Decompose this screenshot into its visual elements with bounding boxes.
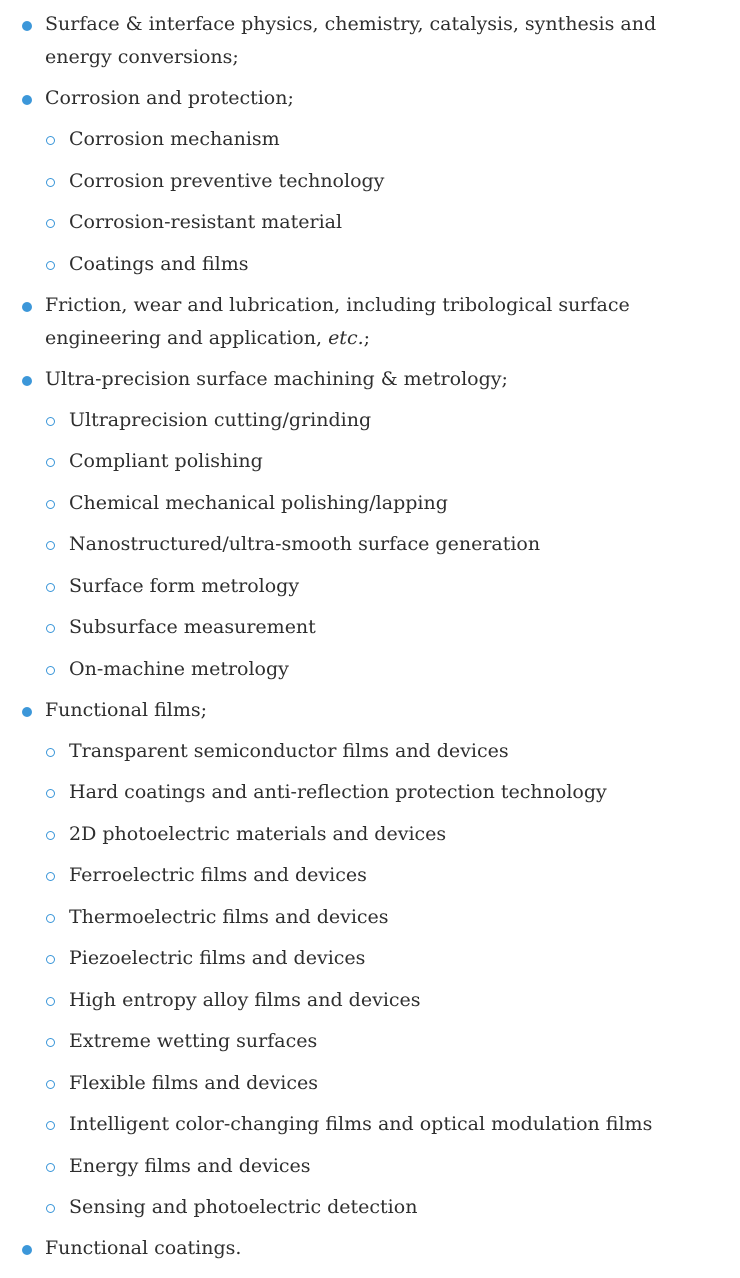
- subtopic-text: Thermoelectric films and devices: [69, 905, 389, 928]
- subtopic-item: [45, 653, 718, 686]
- subtopic-item: [45, 248, 718, 281]
- subtopic-item: [45, 1067, 718, 1100]
- topics-page: [0, 8, 740, 1273]
- bullet-ring-icon: [46, 624, 55, 633]
- bullet-dot-icon: [22, 376, 32, 386]
- bullet-ring-icon: [46, 914, 55, 923]
- subtopic-text: High entropy alloy films and devices: [69, 988, 421, 1011]
- bullet-dot-icon: [22, 95, 32, 105]
- subtopic-text: Subsurface measurement: [69, 616, 316, 638]
- subtopic-item: [45, 776, 718, 809]
- topic-suffix: ;: [363, 326, 371, 349]
- subtopic-item: [45, 206, 718, 239]
- bullet-ring-icon: [46, 261, 55, 270]
- bullet-ring-icon: [46, 1204, 55, 1213]
- subtopic-item: [45, 1191, 718, 1224]
- subtopic-item: [45, 735, 718, 768]
- bullet-dot-icon: [22, 1245, 32, 1255]
- subtopic-text: Flexible films and devices: [69, 1071, 318, 1094]
- bullet-ring-icon: [46, 458, 55, 467]
- bullet-ring-icon: [46, 997, 55, 1006]
- subtopic-item: [45, 404, 718, 437]
- subtopic-item: [45, 570, 718, 603]
- bullet-ring-icon: [46, 831, 55, 840]
- bullet-ring-icon: [46, 748, 55, 757]
- subtopic-item: [45, 123, 718, 156]
- bullet-ring-icon: [46, 1038, 55, 1047]
- topic-text: Functional films;: [45, 698, 208, 721]
- subtopic-text: Ultraprecision cutting/grinding: [69, 408, 372, 431]
- subtopic-item: [45, 487, 718, 520]
- subtopic-text: Corrosion mechanism: [69, 128, 280, 150]
- subtopic-text: Piezoelectric films and devices: [69, 947, 366, 969]
- bullet-ring-icon: [46, 583, 55, 592]
- topics-list: [0, 8, 740, 1265]
- subtopic-text: Coatings and films: [69, 252, 249, 275]
- subtopic-item: [45, 528, 718, 561]
- topic-text: Surface & interface physics, chemistry, catalysis, synthesis and energy conversions;: [45, 13, 657, 68]
- topic-text: Functional coatings.: [45, 1237, 242, 1259]
- topic-item: [0, 82, 740, 281]
- subtopic-item: [45, 1108, 718, 1141]
- subtopic-text: 2D photoelectric materials and devices: [69, 822, 447, 845]
- subtopic-item: [45, 1150, 718, 1183]
- bullet-dot-icon: [22, 707, 32, 717]
- topic-item: [0, 1232, 740, 1265]
- subtopic-item: [45, 818, 718, 851]
- subtopic-text: Hard coatings and anti-reflection protection technology: [69, 781, 607, 803]
- topic-item: [0, 289, 740, 355]
- subtopic-item: [45, 859, 718, 892]
- bullet-ring-icon: [46, 1121, 55, 1130]
- topic-item: [0, 8, 740, 74]
- subtopic-text: Surface form metrology: [69, 574, 300, 597]
- subtopics-list: [45, 735, 718, 1225]
- bullet-ring-icon: [46, 417, 55, 426]
- subtopic-text: Corrosion preventive technology: [69, 169, 385, 192]
- subtopic-text: Nanostructured/ultra-smooth surface generation: [69, 533, 541, 555]
- topic-text: Ultra-precision surface machining & metrology;: [45, 367, 508, 390]
- subtopic-text: Intelligent color-changing films and optical modulation films: [69, 1113, 653, 1135]
- subtopic-text: Sensing and photoelectric detection: [69, 1196, 418, 1218]
- topic-text: Friction, wear and lubrication, including tribological surface engineering and application,: [45, 293, 630, 349]
- subtopic-item: [45, 165, 718, 198]
- bullet-ring-icon: [46, 541, 55, 550]
- bullet-ring-icon: [46, 1163, 55, 1172]
- bullet-dot-icon: [22, 21, 32, 31]
- subtopic-item: [45, 445, 718, 478]
- subtopic-text: Energy films and devices: [69, 1154, 311, 1177]
- bullet-ring-icon: [46, 500, 55, 509]
- subtopic-item: [45, 901, 718, 934]
- subtopic-text: On-machine metrology: [69, 657, 289, 680]
- subtopic-text: Chemical mechanical polishing/lapping: [69, 491, 448, 514]
- subtopic-item: [45, 611, 718, 644]
- subtopic-text: Corrosion-resistant material: [69, 211, 343, 233]
- bullet-ring-icon: [46, 1080, 55, 1089]
- subtopic-text: Transparent semiconductor films and devices: [69, 739, 509, 762]
- topic-text: Corrosion and protection;: [45, 87, 294, 109]
- subtopic-item: [45, 1025, 718, 1058]
- subtopic-text: Extreme wetting surfaces: [69, 1030, 318, 1052]
- subtopic-item: [45, 984, 718, 1017]
- bullet-ring-icon: [46, 789, 55, 798]
- subtopic-text: Compliant polishing: [69, 450, 263, 472]
- bullet-ring-icon: [46, 136, 55, 145]
- topic-item: [0, 694, 740, 1225]
- bullet-ring-icon: [46, 666, 55, 675]
- bullet-ring-icon: [46, 872, 55, 881]
- subtopic-item: [45, 942, 718, 975]
- topic-emphasis: etc.: [328, 326, 364, 349]
- subtopics-list: [45, 123, 718, 281]
- bullet-dot-icon: [22, 302, 32, 312]
- subtopic-text: Ferroelectric films and devices: [69, 864, 367, 886]
- subtopics-list: [45, 404, 718, 686]
- bullet-ring-icon: [46, 178, 55, 187]
- bullet-ring-icon: [46, 955, 55, 964]
- topic-item: [0, 363, 740, 686]
- bullet-ring-icon: [46, 219, 55, 228]
